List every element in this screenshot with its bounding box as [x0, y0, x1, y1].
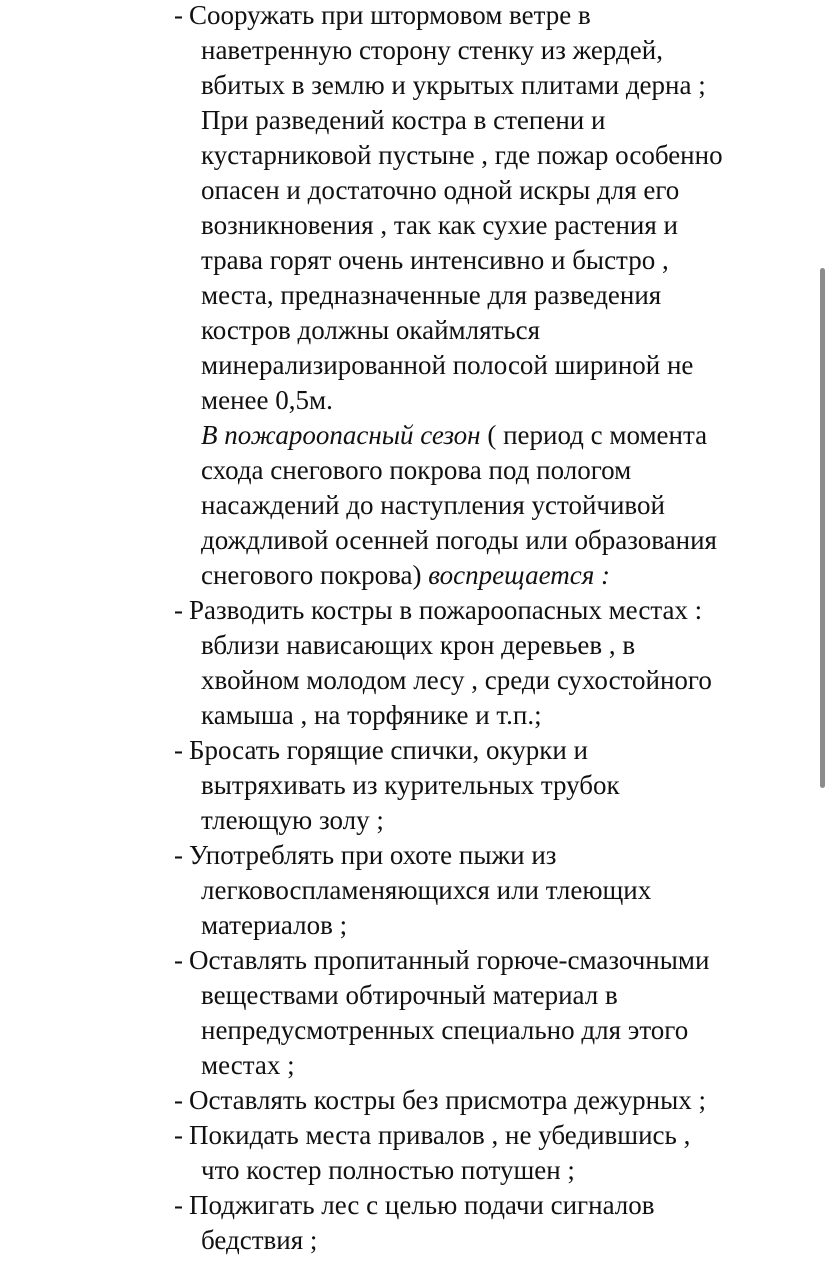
- list-item-line: [174, 593, 702, 628]
- paragraph-text: опасен и достаточно одной искры для его: [201, 175, 680, 205]
- list-item-line: [174, 1118, 690, 1153]
- paragraph-text: возникновения , так как сухие растения и: [201, 210, 678, 240]
- list-item-text: Оставлять пропитанный горюче-смазочными: [189, 945, 710, 975]
- bullet-marker: -: [174, 1085, 183, 1115]
- list-item-text: Бросать горящие спички, окурки и: [189, 735, 588, 765]
- list-item-text: вблизи нависающих крон деревьев , в: [201, 630, 636, 660]
- list-item-text: Разводить костры в пожароопасных местах :: [189, 595, 703, 625]
- bullet-marker: -: [174, 1120, 183, 1150]
- list-item-text: наветренную сторону стенку из жердей,: [201, 35, 663, 65]
- paragraph-text: костров должны окаймляться: [201, 315, 541, 345]
- list-item-text: легковоспламеняющихся или тлеющих: [201, 875, 652, 905]
- bullet-marker: -: [174, 945, 183, 975]
- prohibited-term: воспрещается :: [428, 560, 611, 590]
- list-item-text: что костер полностью потушен ;: [201, 1155, 575, 1185]
- list-item-text: вбитых в землю и укрытых плитами дерна ;: [201, 70, 706, 100]
- list-item-text: местах ;: [201, 1050, 295, 1080]
- list-item-line: [174, 943, 709, 978]
- list-item-text: вытряхивать из курительных трубок: [201, 770, 620, 800]
- list-item-line: [174, 1083, 706, 1118]
- list-item-text: хвойном молодом лесу , среди сухостойного: [201, 665, 712, 695]
- bullet-marker: -: [174, 735, 183, 765]
- list-item-text: непредусмотренных специально для этого: [201, 1015, 689, 1045]
- paragraph-text: дождливой осенней погоды или образования: [201, 525, 717, 555]
- bullet-marker: -: [174, 595, 183, 625]
- paragraph-text: [201, 418, 707, 453]
- list-item-text: тлеющую золу ;: [201, 805, 384, 835]
- paragraph-text: места, предназначенные для разведения: [201, 280, 662, 310]
- paragraph-text: При разведений костра в степени и: [201, 105, 606, 135]
- paragraph-text: менее 0,5м.: [201, 385, 333, 415]
- list-item-text: бедствия ;: [201, 1225, 318, 1255]
- bullet-marker: -: [174, 0, 183, 30]
- fire-season-term: В пожароопасный сезон: [201, 420, 481, 450]
- list-item-text: материалов ;: [201, 910, 348, 940]
- bullet-marker: -: [174, 840, 183, 870]
- list-item-text: Покидать места привалов , не убедившись ,: [189, 1120, 691, 1150]
- list-item-text: Употреблять при охоте пыжи из: [189, 840, 557, 870]
- bullet-marker: -: [174, 1190, 183, 1220]
- paragraph-text: насаждений до наступления устойчивой: [201, 490, 665, 520]
- paragraph-text-run: ( период с момента: [480, 420, 708, 450]
- list-item-line: [174, 733, 588, 768]
- vertical-scrollbar[interactable]: [820, 268, 825, 788]
- list-item-line: [174, 1188, 655, 1223]
- list-item-line: [174, 0, 591, 33]
- paragraph-text-run: снегового покрова): [201, 560, 429, 590]
- paragraph-text: минерализированной полосой шириной не: [201, 350, 694, 380]
- list-item-text: камыша , на торфянике и т.п.;: [201, 700, 542, 730]
- paragraph-text: схода снегового покрова под пологом: [201, 455, 632, 485]
- list-item-line: [174, 838, 556, 873]
- list-item-text: Поджигать лес с целью подачи сигналов: [189, 1190, 655, 1220]
- paragraph-text: трава горят очень интенсивно и быстро ,: [201, 245, 669, 275]
- paragraph-text: [201, 558, 610, 593]
- paragraph-text: кустарниковой пустыне , где пожар особенно: [201, 140, 723, 170]
- list-item-text: Оставлять костры без присмотра дежурных ;: [189, 1085, 706, 1115]
- list-item-text: Сооружать при штормовом ветре в: [189, 0, 591, 30]
- list-item-text: веществами обтирочный материал в: [201, 980, 618, 1010]
